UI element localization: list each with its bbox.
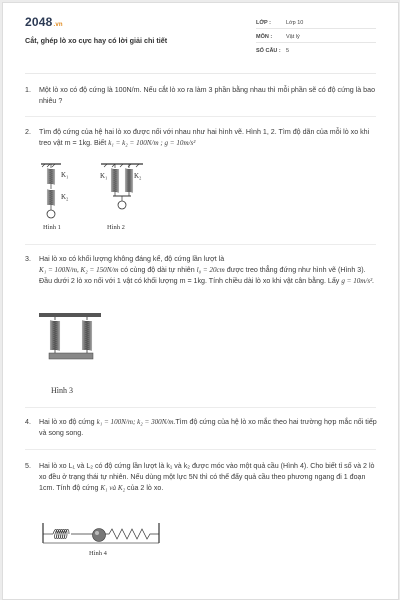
question-number: 1. [25, 86, 31, 94]
question-formula: K₁ = 100N/m, K₂ = 150N/m [39, 266, 119, 274]
figure-2-parallel-springs [95, 163, 165, 231]
question-divider [25, 244, 376, 245]
figure-3-springs-with-bar [39, 311, 111, 381]
meta-socau [256, 48, 376, 54]
header-divider [25, 73, 376, 74]
question-5 [25, 461, 377, 494]
question-text: Tìm độ cứng của hệ hai lò xo được nối với nhau như hai hình vẽ. Hình 1, 2. Tìm độ dãn của mỗi lò xo khi treo vật m = 1kg. Biết [39, 128, 370, 147]
site-logo[interactable] [25, 15, 63, 29]
k1-label: K₁ [100, 172, 108, 180]
meta-mon-label: MÔN : [256, 34, 273, 40]
question-text: Hai lò xo độ cứng [39, 418, 97, 426]
k1-label: K₁ [61, 171, 69, 179]
figure-4-horizontal-springs [41, 519, 201, 549]
question-4 [25, 417, 377, 439]
question-number: 2. [25, 128, 31, 136]
question-text: Hai lò xo có khối lượng không đáng kể, độ cứng lần lượt là [39, 255, 225, 263]
worksheet-header [3, 3, 398, 65]
question-number: 5. [25, 462, 31, 470]
figure-4-caption: Hình 4 [89, 550, 107, 557]
logo-suffix: .vn [53, 22, 63, 28]
k2-label: K₂ [61, 193, 69, 201]
question-number: 4. [25, 418, 31, 426]
question-text: có cùng độ dài tự nhiên [118, 266, 197, 274]
question-text: Hai lò xo L₁ và L₂ có độ cứng lần lượt là k₁ và k₂ được móc vào một quả cầu (Hình 4). Cho biết tỉ số và 2 lò xo đều ở trạng thái tự nhiên. Nếu dùng một lực 5N thì có thể đẩy quả cầu theo phương ngang đi 1 đoạn 1cm. Tính độ cứng [39, 462, 375, 492]
figure-2-caption: Hình 2 [107, 224, 125, 231]
question-divider [25, 407, 376, 408]
meta-socau-label: SỐ CÂU : [256, 48, 281, 54]
meta-socau-value: 5 [286, 48, 290, 54]
question-divider [25, 449, 376, 450]
question-divider [25, 116, 376, 117]
question-3 [25, 254, 377, 287]
worksheet-page [2, 2, 399, 600]
question-text: Một lò xo có độ cứng là 100N/m. Nếu cắt lò xo ra làm 3 phần bằng nhau thì mỗi phần sẽ có độ cứng là bao nhiêu ? [39, 86, 376, 105]
question-formula: k₁ = 100N/m; k₂ = 300N/m. [96, 418, 176, 426]
question-formula: g = 10m/s². [341, 277, 375, 285]
meta-lop [256, 20, 376, 26]
k2-label: K₂ [134, 172, 142, 180]
question-text: được treo thẳng đứng như hình vẽ (Hình 3). Đầu dưới 2 lò xo nối với 1 vật có khối lượng m = 1kg. Tính chiều dài lò xo khi vật cân bằng. Lấy [39, 266, 366, 285]
question-number: 3. [25, 255, 31, 263]
meta-lop-label: LỚP : [256, 20, 271, 26]
question-text: Tìm độ cứng của hệ lò xo mắc theo hai trường hợp mắc nối tiếp và song song. [39, 418, 377, 437]
question-2 [25, 127, 377, 149]
meta-mon-value: Vật lý [286, 34, 300, 40]
question-formula: k₁ = k₂ = 100N/m ; g = 10m/s² [108, 139, 196, 147]
figure-1-caption: Hình 1 [43, 224, 61, 231]
worksheet-title: Cắt, ghép lò xo cực hay có lời giải chi tiết [25, 36, 168, 45]
meta-mon [256, 34, 376, 40]
question-1 [25, 85, 377, 107]
question-text: của 2 lò xo. [125, 484, 164, 492]
figure-1-series-springs [37, 163, 97, 231]
meta-lop-value: Lớp 10 [286, 20, 304, 26]
question-formula: K₁ và K₂ [100, 484, 126, 492]
figure-3-caption: Hình 3 [51, 386, 73, 395]
logo-main: 2048 [25, 15, 53, 29]
question-formula: l₀ = 20cm [196, 266, 225, 274]
